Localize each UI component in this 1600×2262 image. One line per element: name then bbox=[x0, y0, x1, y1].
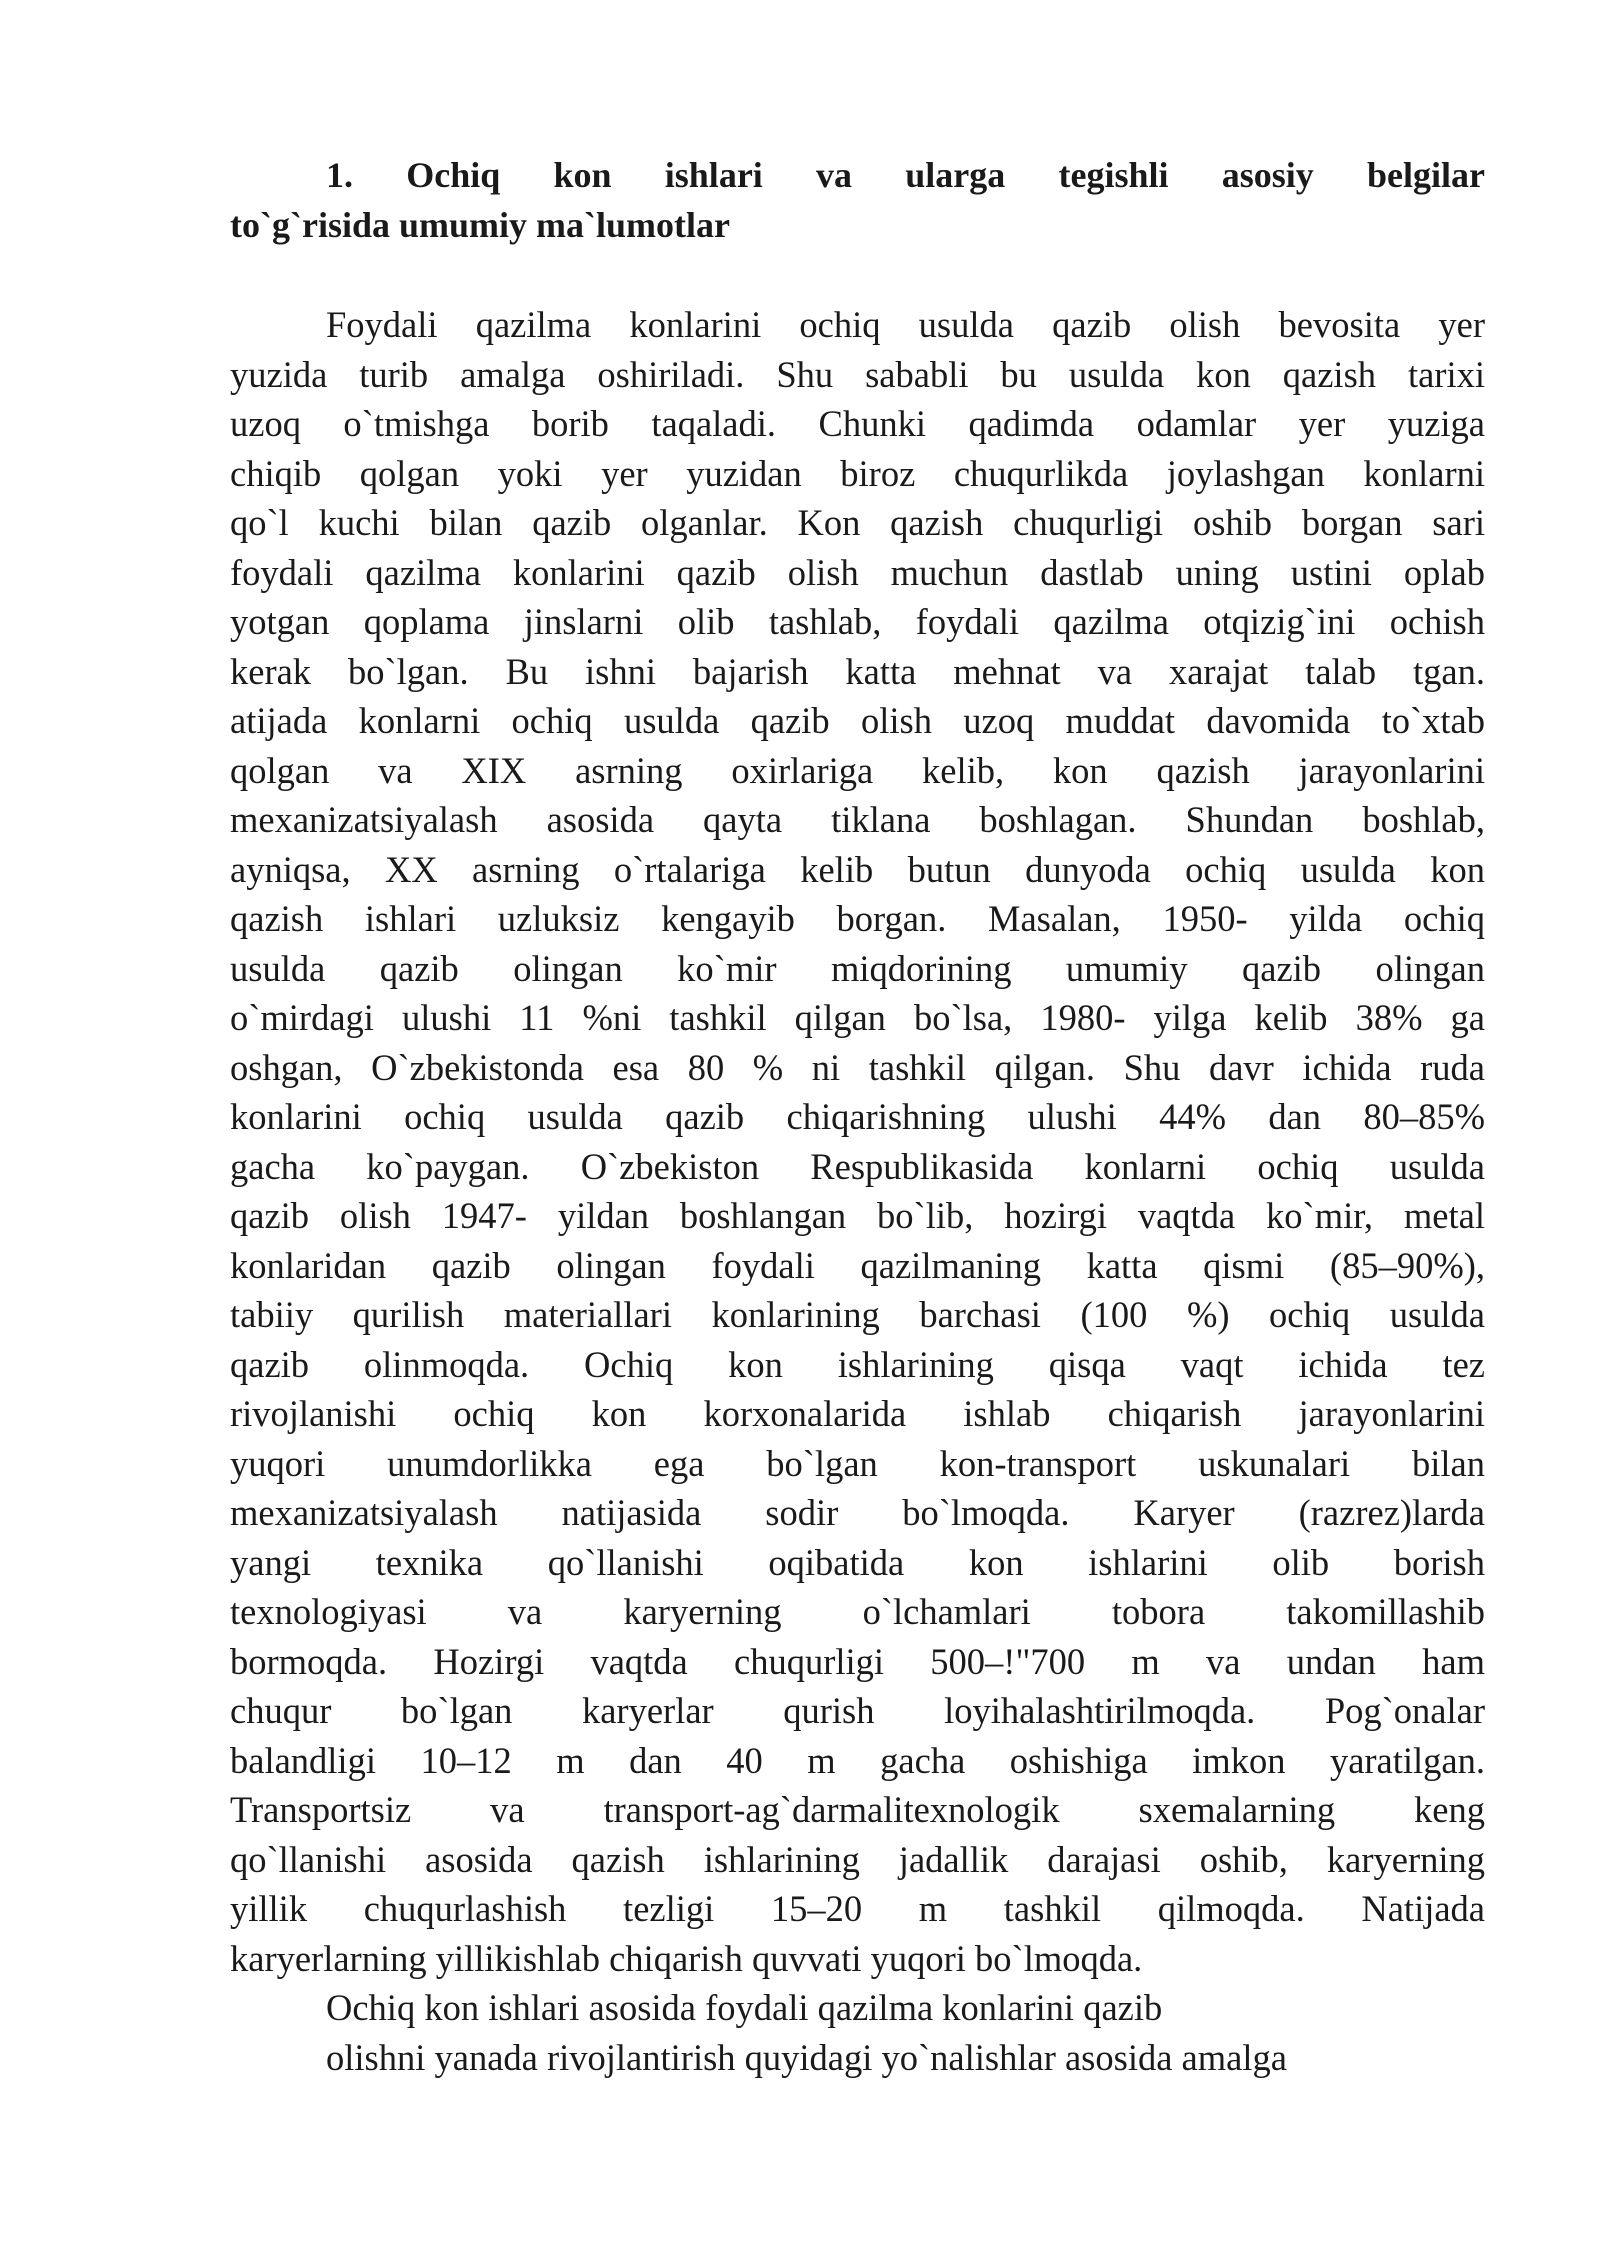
paragraph-line: yillik chuqurlashish tezligi 15–20 m tashkil qilmoqda. Natijada bbox=[230, 1888, 1485, 1929]
paragraph-line: ayniqsa, XX asrning o`rtalariga kelib butun dunyoda ochiq usulda kon bbox=[230, 848, 1485, 890]
paragraph-line: yuqori unumdorlikka ega bo`lgan kon-transport uskunalari bilan bbox=[230, 1442, 1485, 1484]
paragraph-line: Transportsiz va transport-ag`darmalitexnologik sxemalarning keng bbox=[230, 1789, 1485, 1830]
paragraph-line: qo`l kuchi bilan qazib olganlar. Kon qazish chuqurligi oshib borgan sari bbox=[230, 502, 1485, 543]
document-content bbox=[230, 150, 1485, 2082]
paragraph-line: olishni yanada rivojlantirish quyidagi yo`nalishlar asosida amalga bbox=[326, 2036, 1287, 2078]
paragraph-line: yotgan qoplama jinslarni olib tashlab, foydali qazilma otqizig`ini ochish bbox=[230, 601, 1485, 642]
paragraph-line: kerak bo`lgan. Bu ishni bajarish katta mehnat va xarajat talab tgan. bbox=[230, 650, 1485, 692]
paragraph-line: balandligi 10–12 m dan 40 m gacha oshishiga imkon yaratilgan. bbox=[230, 1739, 1485, 1781]
paragraph-line: konlarini ochiq usulda qazib chiqarishning ulushi 44% dan 80–85% bbox=[230, 1096, 1485, 1137]
paragraph-line: texnologiyasi va karyerning o`lchamlari tobora takomillashib bbox=[230, 1591, 1485, 1632]
paragraph-line: qo`llanishi asosida qazish ishlarining jadallik darajasi oshib, karyerning bbox=[230, 1838, 1485, 1880]
paragraph-line: bormoqda. Hozirgi vaqtda chuqurligi 500–!"700 m va undan ham bbox=[230, 1640, 1485, 1682]
paragraph-line: yangi texnika qo`llanishi oqibatida kon ishlarini olib borish bbox=[230, 1541, 1485, 1583]
paragraph-line: karyerlarning yillikishlab chiqarish quvvati yuqori bo`lmoqda. bbox=[230, 1937, 1143, 1979]
paragraph-line: tabiiy qurilish materiallari konlarining barchasi (100 %) ochiq usulda bbox=[230, 1294, 1485, 1335]
paragraph-line: konlaridan qazib olingan foydali qazilmaning katta qismi (85–90%), bbox=[230, 1244, 1485, 1286]
paragraph-line: atijada konlarni ochiq usulda qazib olish uzoq muddat davomida to`xtab bbox=[230, 700, 1485, 741]
paragraph-line: chiqib qolgan yoki yer yuzidan biroz chuqurlikda joylashgan konlarni bbox=[230, 452, 1485, 494]
heading-line: to`g`risida umumiy ma`lumotlar bbox=[230, 205, 730, 245]
paragraph-line: o`mirdagi ulushi 11 %ni tashkil qilgan bo`lsa, 1980- yilga kelib 38% ga bbox=[230, 997, 1485, 1038]
paragraph-line: qolgan va XIX asrning oxirlariga kelib, kon qazish jarayonlarini bbox=[230, 749, 1485, 791]
paragraph-line: uzoq o`tmishga borib taqaladi. Chunki qadimda odamlar yer yuziga bbox=[230, 403, 1485, 444]
paragraph-line: qazib olinmoqda. Ochiq kon ishlarining qisqa vaqt ichida tez bbox=[230, 1343, 1485, 1385]
paragraph-line: oshgan, O`zbekistonda esa 80 % ni tashkil qilgan. Shu davr ichida ruda bbox=[230, 1046, 1485, 1088]
paragraph-line: qazib olish 1947- yildan boshlangan bo`lib, hozirgi vaqtda ko`mir, metal bbox=[230, 1195, 1485, 1236]
paragraph-line: mexanizatsiyalash natijasida sodir bo`lmoqda. Karyer (razrez)larda bbox=[230, 1492, 1485, 1533]
paragraph-line: rivojlanishi ochiq kon korxonalarida ishlab chiqarish jarayonlarini bbox=[230, 1393, 1485, 1434]
paragraph-line: Foydali qazilma konlarini ochiq usulda qazib olish bevosita yer bbox=[326, 304, 1485, 345]
paragraph-line: chuqur bo`lgan karyerlar qurish loyihalashtirilmoqda. Pog`onalar bbox=[230, 1690, 1485, 1731]
paragraph-line: mexanizatsiyalash asosida qayta tiklana boshlagan. Shundan boshlab, bbox=[230, 799, 1485, 840]
paragraph-line: yuzida turib amalga oshiriladi. Shu sababli bu usulda kon qazish tarixi bbox=[230, 353, 1485, 395]
section-heading bbox=[230, 150, 1485, 250]
continuation-paragraph bbox=[230, 1983, 1485, 2082]
paragraph-line: Ochiq kon ishlari asosida foydali qazilma konlarini qazib bbox=[326, 1987, 1163, 2028]
paragraph-line: gacha ko`paygan. O`zbekiston Respublikasida konlarni ochiq usulda bbox=[230, 1145, 1485, 1187]
body-paragraph bbox=[230, 300, 1485, 2082]
paragraph-line: usulda qazib olingan ko`mir miqdorining umumiy qazib olingan bbox=[230, 947, 1485, 989]
paragraph-line: foydali qazilma konlarini qazib olish muchun dastlab uning ustini oplab bbox=[230, 551, 1485, 593]
heading-line: 1. Ochiq kon ishlari va ularga tegishli asosiy belgilar bbox=[326, 155, 1485, 195]
paragraph-line: qazish ishlari uzluksiz kengayib borgan. Masalan, 1950- yilda ochiq bbox=[230, 898, 1485, 939]
